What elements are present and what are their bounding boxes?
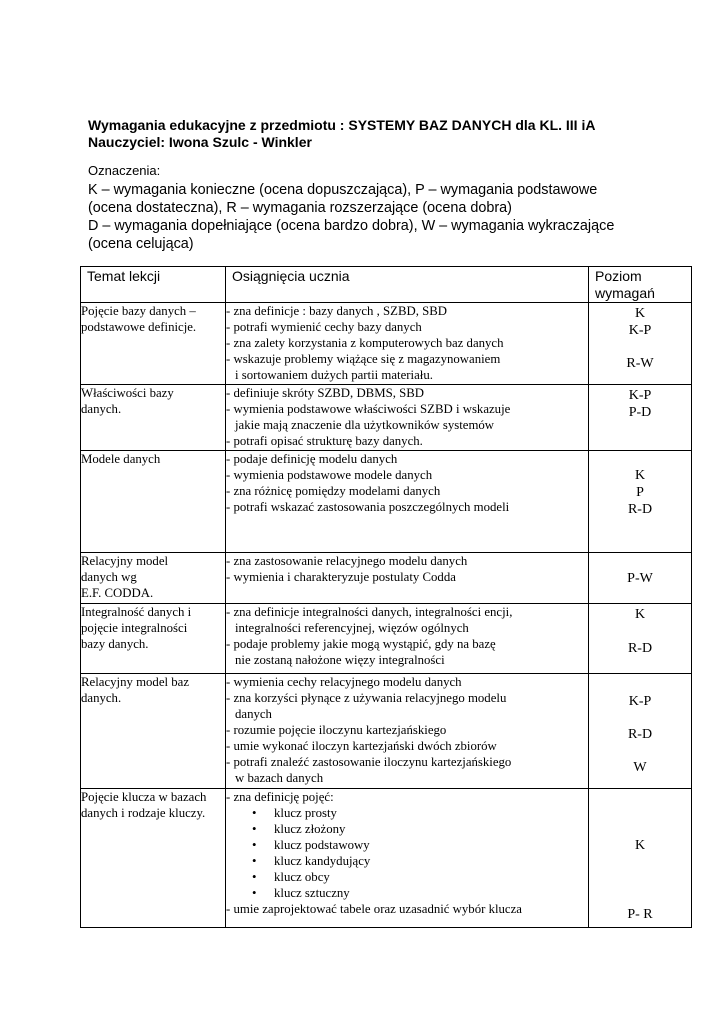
level-value: P-D [628, 405, 652, 420]
topic-line: bazy danych. [81, 637, 149, 651]
achievement-line: - umie zaprojektować tabele oraz uzasadnić wybór klucza [226, 902, 522, 916]
level-value: K [634, 306, 646, 321]
level-value: K-P [628, 388, 652, 403]
achievement-line: - umie wykonać iloczyn kartezjański dwóch zbiorów [226, 739, 497, 753]
achievement-line: jakie mają znaczenie dla użytkowników systemów [235, 418, 495, 432]
topic-line: E.F. CODDA. [81, 586, 154, 600]
achievement-line: - zna definicję pojęć: [226, 790, 334, 804]
topic-line: danych. [81, 402, 122, 416]
topic-cell [81, 553, 226, 604]
table-row [81, 553, 692, 604]
achievement-line: - potrafi wskazać zastosowania poszczególnych modeli [226, 500, 510, 514]
level-cell [589, 303, 692, 385]
achievement-line: - potrafi znaleźć zastosowanie iloczynu kartezjańskiego [226, 755, 512, 769]
level-value: K [634, 468, 646, 483]
achievement-line: - podaje definicję modelu danych [226, 452, 398, 466]
achievement-line: - wymienia cechy relacyjnego modelu danych [226, 675, 462, 689]
level-value: R-D [627, 641, 653, 656]
topic-line: Pojęcie bazy danych – [81, 304, 196, 318]
achievement-line: - wymienia podstawowe właściwości SZBD i wskazuje [226, 402, 511, 416]
level-value: R-W [626, 356, 654, 371]
topic-cell [81, 451, 226, 553]
header-topic: Temat lekcji [81, 267, 226, 303]
level-cell [589, 553, 692, 604]
achievement-line: nie zostaną nałożone więzy integralności [235, 653, 445, 667]
achievement-line: i sortowaniem dużych partii materiału. [235, 368, 433, 382]
table-row [81, 674, 692, 789]
topic-cell [81, 303, 226, 385]
achievement-line: - potrafi opisać strukturę bazy danych. [226, 434, 423, 448]
achievements-cell [226, 604, 589, 674]
topic-line: Właściwości bazy [81, 386, 174, 400]
achievement-line: - zna definicje integralności danych, integralności encji, [226, 605, 513, 619]
achievements-cell [226, 303, 589, 385]
level-value: K [634, 838, 646, 853]
level-value: K-P [628, 323, 652, 338]
achievement-line: - zna różnicę pomiędzy modelami danych [226, 484, 441, 498]
legend-heading: Oznaczenia: [88, 163, 161, 178]
achievement-line: w bazach danych [235, 771, 324, 785]
achievement-line: - potrafi wymienić cechy bazy danych [226, 320, 422, 334]
title-teacher-line: Nauczyciel: Iwona Szulc - Winkler [88, 134, 312, 150]
key-type-list-item: • klucz kandydujący [226, 853, 588, 869]
achievements-cell [226, 451, 589, 553]
topic-line: Relacyjny model [81, 554, 169, 568]
topic-line: danych i rodzaje kluczy. [81, 806, 206, 820]
topic-cell [81, 604, 226, 674]
document-title [88, 117, 595, 151]
legend-line: D – wymagania dopełniające (ocena bardzo dobra), W – wymagania wykraczające [88, 218, 615, 234]
achievement-line: integralności referencyjnej, więzów ogólnych [235, 621, 469, 635]
topic-line: danych wg [81, 570, 137, 584]
achievement-line: - wymienia i charakteryzuje postulaty Codda [226, 570, 456, 584]
table-row [81, 303, 692, 385]
key-type-list-item: • klucz sztuczny [226, 885, 588, 901]
header-achievements: Osiągnięcia ucznia [226, 267, 589, 303]
level-cell [589, 674, 692, 789]
table-header-row [81, 267, 692, 303]
level-value: P- R [627, 907, 653, 922]
level-cell [589, 604, 692, 674]
achievement-line: - zna definicje : bazy danych , SZBD, SBD [226, 304, 448, 318]
header-level-line: wymagań [595, 285, 655, 301]
achievement-line: - rozumie pojęcie iloczynu kartezjańskiego [226, 723, 447, 737]
level-value: R-D [627, 502, 653, 517]
achievement-line: - wskazuje problemy wiążące się z magazynowaniem [226, 352, 501, 366]
table-row [81, 604, 692, 674]
level-value: W [633, 760, 647, 775]
level-cell [589, 451, 692, 553]
topic-cell [81, 789, 226, 928]
topic-line: Modele danych [81, 452, 161, 466]
legend-line: (ocena celująca) [88, 236, 194, 252]
achievement-line: - wymienia podstawowe modele danych [226, 468, 433, 482]
topic-line: Pojęcie klucza w bazach [81, 790, 207, 804]
achievement-line: - zna korzyści płynące z używania relacyjnego modelu [226, 691, 507, 705]
level-cell [589, 385, 692, 451]
level-value: P [636, 485, 644, 500]
achievements-cell [226, 789, 589, 928]
table-row [81, 451, 692, 553]
achievements-cell [226, 674, 589, 789]
key-type-list-item: • klucz prosty [226, 805, 588, 821]
topic-cell [81, 385, 226, 451]
table-row [81, 385, 692, 451]
level-cell [589, 789, 692, 928]
achievement-line: - zna zalety korzystania z komputerowych baz danych [226, 336, 504, 350]
level-value: P-W [627, 571, 653, 586]
table-row [81, 789, 692, 928]
topic-line: Integralność danych i [81, 605, 192, 619]
title-subject-line: Wymagania edukacyjne z przedmiotu : SYSTEMY BAZ DANYCH dla KL. III iA [88, 117, 596, 133]
key-type-list-item: • klucz obcy [226, 869, 588, 885]
level-value: K-P [628, 694, 652, 709]
achievement-line: danych [235, 707, 272, 721]
key-type-list-item: • klucz złożony [226, 821, 588, 837]
achievement-line: - zna zastosowanie relacyjnego modelu danych [226, 554, 468, 568]
topic-cell [81, 674, 226, 789]
level-value: R-D [627, 727, 653, 742]
achievements-cell [226, 553, 589, 604]
legend [88, 163, 614, 253]
legend-line: K – wymagania konieczne (ocena dopuszczająca), P – wymagania podstawowe [88, 182, 598, 198]
topic-line: pojęcie integralności [81, 621, 188, 635]
topic-line: danych. [81, 691, 122, 705]
level-value: K [634, 607, 646, 622]
topic-line: Relacyjny model baz [81, 675, 190, 689]
achievements-cell [226, 385, 589, 451]
topic-line: podstawowe definicje. [81, 320, 197, 334]
achievement-line: - definiuje skróty SZBD, DBMS, SBD [226, 386, 425, 400]
header-level [589, 267, 692, 303]
requirements-table [80, 266, 692, 928]
achievement-line: - podaje problemy jakie mogą wystąpić, gdy na bazę [226, 637, 496, 651]
legend-line: (ocena dostateczna), R – wymagania rozszerzające (ocena dobra) [88, 200, 512, 216]
header-level-line: Poziom [595, 268, 642, 284]
key-type-list-item: • klucz podstawowy [226, 837, 588, 853]
